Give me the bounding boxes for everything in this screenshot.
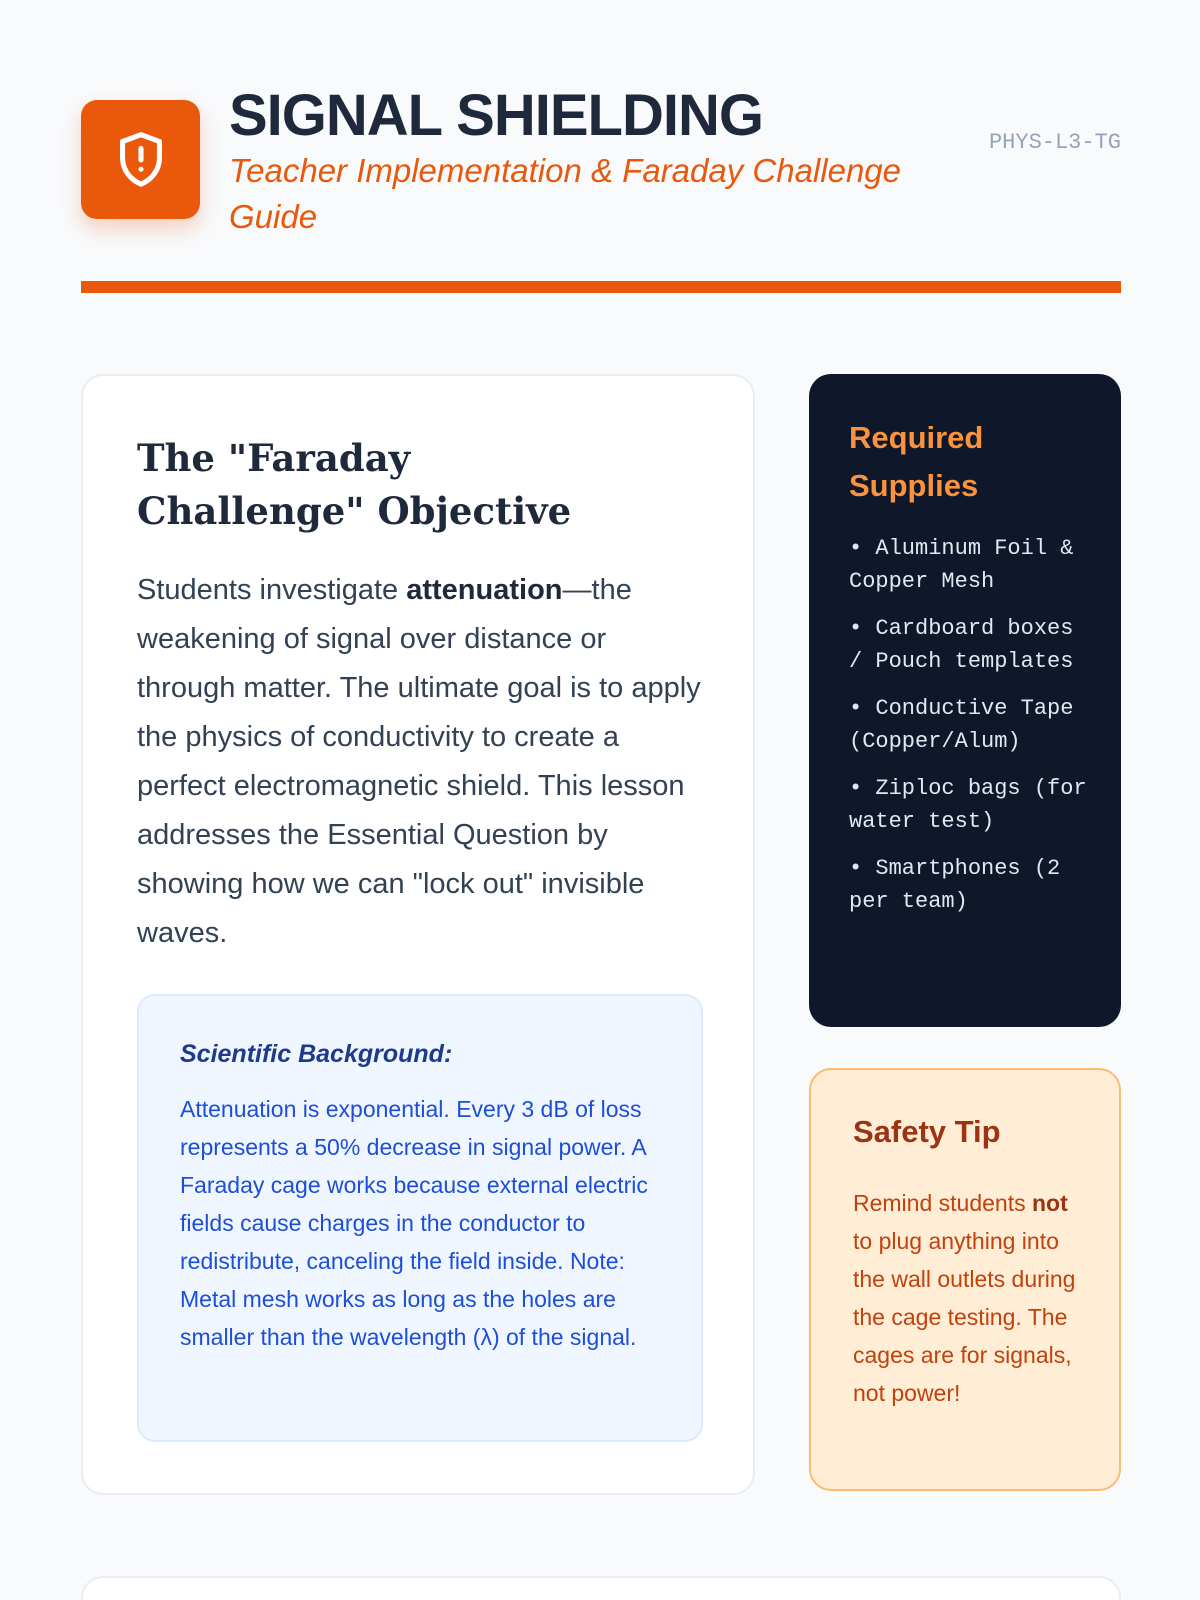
safety-tip-card <box>809 1068 1121 1491</box>
header-divider <box>81 281 1121 293</box>
document-code: PHYS-L3-TG <box>988 130 1121 155</box>
scientific-background-text: Attenuation is exponential. Every 3 dB of loss represents a 50% decrease in signal power. A Faraday cage works because external electric fields cause charges in the conductor to redistribute, canceling the field inside. Note: Metal mesh works as long as the holes are smaller than the wavelength (λ) of the signal. <box>180 1096 648 1350</box>
safety-text-intro: Remind students <box>853 1190 1032 1216</box>
objective-heading: The "Faraday Challenge" Objective <box>137 436 572 533</box>
supplies-list <box>849 532 1099 932</box>
supply-item: • Cardboard boxes / Pouch templates <box>849 616 1074 674</box>
supply-item: • Conductive Tape (Copper/Alum) <box>849 696 1074 754</box>
objective-body <box>137 566 707 958</box>
supplies-title: Required Supplies <box>849 420 984 503</box>
supply-item: • Smartphones (2 per team) <box>849 856 1061 914</box>
supplies-card <box>809 374 1121 1027</box>
safety-tip-text <box>853 1184 1093 1412</box>
safety-text-rest: to plug anything into the wall outlets during the cage testing. The cages are for signals, not power! <box>853 1228 1076 1406</box>
supply-item: • Ziploc bags (for water test) <box>849 776 1087 834</box>
shield-alert-icon <box>113 130 169 190</box>
safety-tip-title: Safety Tip <box>853 1114 1001 1149</box>
objective-keyword: attenuation <box>406 574 563 606</box>
scientific-background-box <box>137 994 703 1442</box>
scientific-background-title: Scientific Background: <box>180 1040 453 1068</box>
supply-item: • Aluminum Foil & Copper Mesh <box>849 536 1074 594</box>
next-section-card <box>81 1576 1121 1600</box>
logo <box>81 100 200 219</box>
safety-emphasis: not <box>1031 1190 1068 1216</box>
objective-card <box>81 374 755 1495</box>
page-title: SIGNAL SHIELDING <box>229 83 763 148</box>
header <box>81 83 1121 246</box>
objective-body-intro: Students investigate <box>137 574 407 606</box>
page-subtitle: Teacher Implementation & Faraday Challenge Guide <box>229 152 902 235</box>
objective-body-rest: —the weakening of signal over distance or through matter. The ultimate goal is to apply the physics of conductivity to create a perfect electromagnetic shield. This lesson addresses the Essential Question by showing how we can "lock out" invisible waves. <box>137 574 701 949</box>
